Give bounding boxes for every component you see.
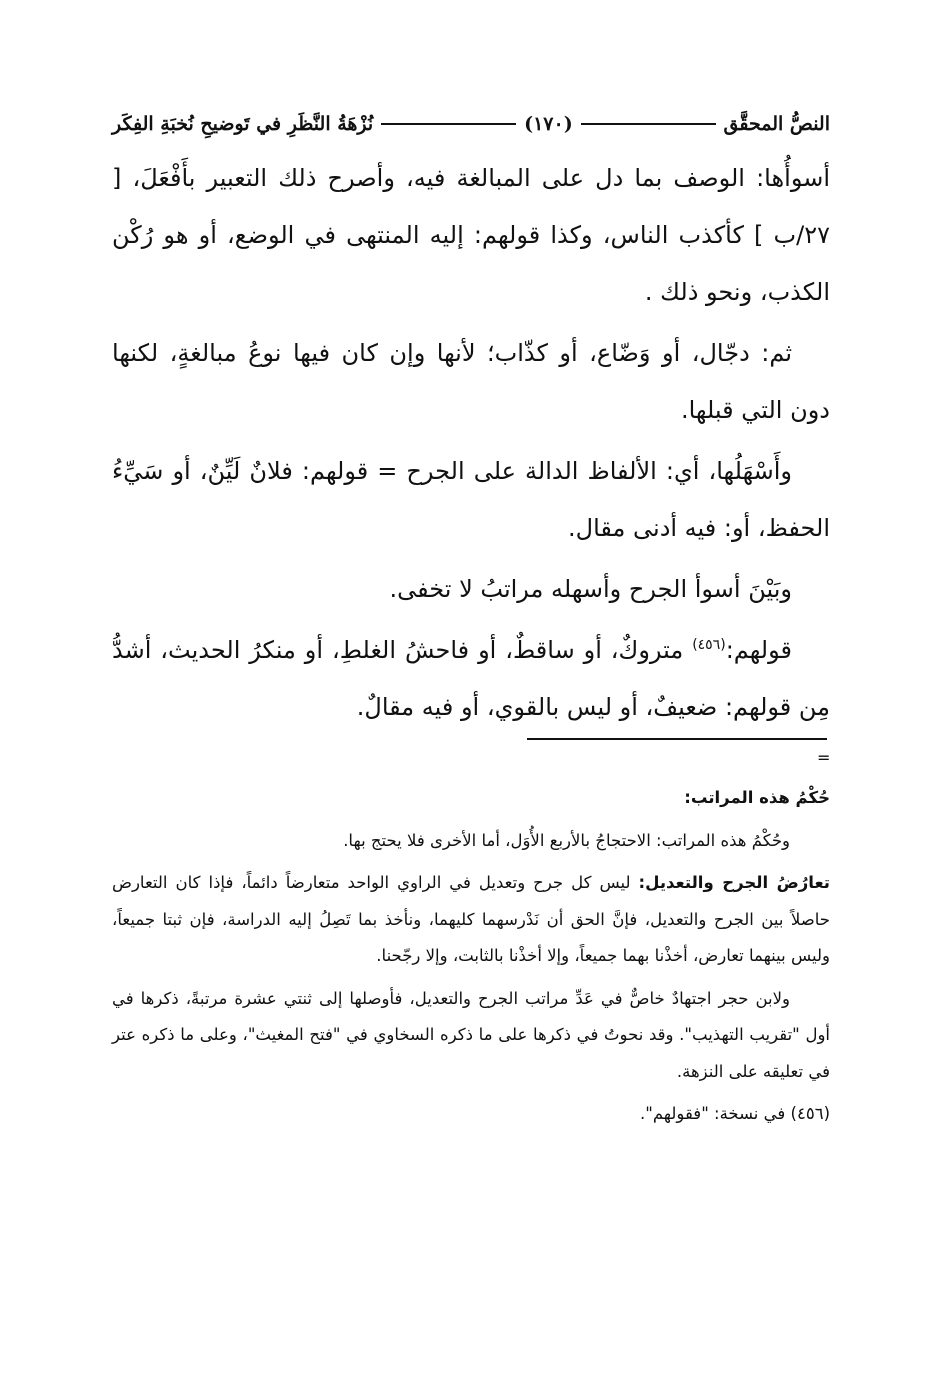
footnote-456: (٤٥٦) في نسخة: "فقولهم". [639,1104,830,1123]
header-rule [581,123,716,125]
paragraph-lead: قولهم: [725,636,792,664]
footnotes [112,780,830,1139]
page-header [112,104,830,144]
paragraph: وبَيْنَ أسوأ الجرح وأسهله مراتبُ لا تخفى. [389,575,792,603]
note-paragraph [112,865,830,975]
paragraph: ثم: دجّال، أو وَضّاع، أو كذّاب؛ لأنها وإن كان فيها نوعُ مبالغةٍ، لكنها دون التي قبلها. [112,339,830,424]
paragraph-body: متروكٌ، أو ساقطٌ، أو فاحشُ الغلطِ، أو منكرُ الحديث، أشدُّ مِن قولهم: ضعيفٌ، أو ليس بالقوي، أو فيه مقالٌ. [112,636,830,721]
footnote-continuation-mark: = [817,748,831,767]
page-number: (١٧٠) [524,113,573,135]
footnote-separator [527,738,827,740]
book-title: نُزْهَةُ النَّظَرِ في تَوضيحِ نُخبَةِ الفِكَر [112,113,374,135]
paragraph: وأَسْهَلُها، أي: الألفاظ الدالة على الجرح = قولهم: فلانٌ لَيِّنٌ، أو سَيِّءُ الحفظ، أو: فيه أدنى مقال. [112,457,830,542]
footnote-marker[interactable]: (٤٥٦) [692,637,726,653]
paragraph: أسوأُها: الوصف بما دل على المبالغة فيه، وأصرح ذلك التعبير بأَفْعَلَ، [ ٢٧/ب ] كأكذب الناس، وكذا قولهم: إليه المنتهى في الوضع، أو هو رُكْن الكذب، ونحو ذلك . [112,164,830,306]
main-text [112,150,830,740]
note-text: ليس كل جرح وتعديل في الراوي الواحد متعارضاً دائماً، فإذا كان التعارض حاصلاً بين الجرح والتعديل، فإنَّ الحق أن نَدْرسهما كليهما، ونأخذ بما تَصِلُ إليه الدراسة، فإن ثبتا جميعاً، وليس بينهما تعارض، أخذْنا بهما جميعاً، وإلا أخذْنا بالثابت، وإلا رجّحنا. [112,873,830,965]
note-subheading: تعارُضُ الجرح والتعديل: [638,873,830,892]
section-title: النصُّ المحقَّق [723,113,830,135]
header-rule [381,123,516,125]
note-paragraph: وحُكْمُ هذه المراتب: الاحتجاجُ بالأربع الأُوَل، أما الأخرى فلا يحتج بها. [343,830,790,850]
paragraph [112,622,830,736]
note-paragraph: ولابن حجر اجتهادٌ خاصٌّ في عَدِّ مراتب الجرح والتعديل، فأوصلها إلى ثنتي عشرة مرتبةً، ذكرها في أول "تقريب التهذيب". وقد نحوتُ في ذكرها على ما ذكره السخاوي في "فتح المغيث"، وعلى ما ذكره عتر في تعليقه على النزهة. [112,988,830,1081]
note-heading: حُكْمُ هذه المراتب: [684,788,830,807]
